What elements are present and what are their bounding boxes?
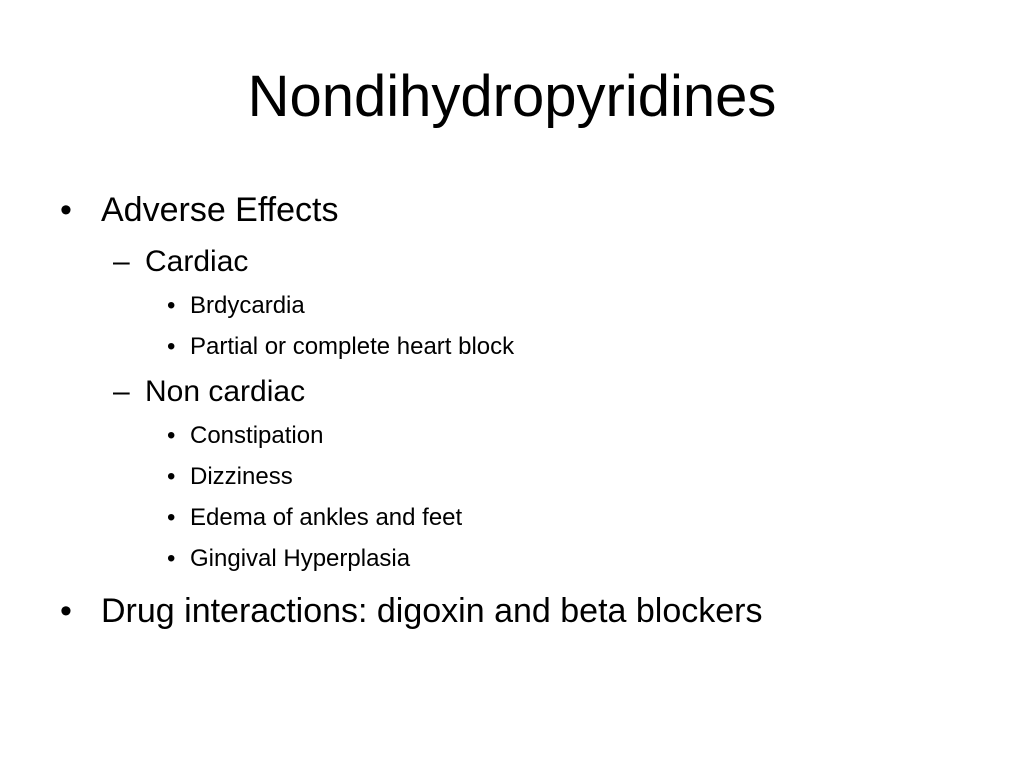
bullet-marker: • <box>60 191 72 229</box>
dash-marker: – <box>113 375 130 408</box>
sub-sub-item-text: Edema of ankles and feet <box>190 504 463 531</box>
bullet-marker: • <box>167 292 176 319</box>
sub-item-text: Non cardiac <box>145 375 306 408</box>
slide-title: Nondihydropyridines <box>247 64 777 129</box>
bullet-text: Drug interactions: digoxin and beta blockers <box>101 592 763 630</box>
dash-marker: – <box>113 245 130 278</box>
bullet-marker: • <box>60 592 72 630</box>
sub-sub-item-text: Gingival Hyperplasia <box>190 545 411 572</box>
sub-sub-item-text: Partial or complete heart block <box>190 333 515 360</box>
bullet-text: Adverse Effects <box>101 191 339 229</box>
bullet-marker: • <box>167 422 176 449</box>
bullet-marker: • <box>167 463 176 490</box>
sub-sub-item-text: Constipation <box>190 422 324 449</box>
sub-sub-item-text: Brdycardia <box>190 292 305 319</box>
bullet-marker: • <box>167 333 176 360</box>
bullet-marker: • <box>167 545 176 572</box>
sub-item-text: Cardiac <box>145 245 249 278</box>
sub-sub-item-text: Dizziness <box>190 463 293 490</box>
bullet-marker: • <box>167 504 176 531</box>
